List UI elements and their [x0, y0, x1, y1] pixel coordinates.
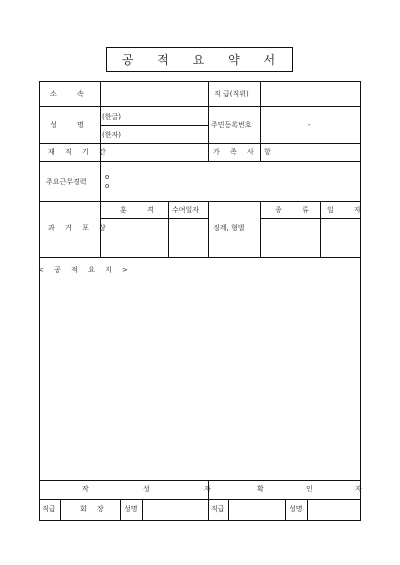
discipline-type-header: 종 류 — [275, 206, 318, 214]
affiliation-label: 소 속 — [50, 90, 93, 98]
row-divider — [40, 499, 360, 500]
resident-number-value: - — [308, 121, 311, 129]
signature-name-label: 성명 — [124, 505, 138, 513]
row-divider — [260, 218, 360, 219]
col-divider — [60, 499, 61, 520]
hangul-label: (한글) — [102, 113, 121, 121]
col-divider — [228, 499, 229, 520]
row-divider — [100, 125, 208, 126]
past-awards-label: 과 거 포 상 — [48, 224, 110, 232]
col-divider — [307, 499, 308, 520]
row-divider — [100, 218, 208, 219]
col-divider — [120, 499, 121, 520]
hanja-label: (한자) — [102, 131, 121, 139]
col-divider — [168, 201, 169, 257]
col-divider — [260, 201, 261, 257]
merit-summary-heading: < 공 적 요 지 > — [38, 266, 132, 274]
col-divider — [285, 499, 286, 520]
career-bullet: o — [105, 173, 110, 181]
career-label: 주요근무경력 — [46, 178, 87, 186]
resident-number-label: 주민등록번호 — [211, 121, 252, 129]
row-divider — [40, 480, 360, 481]
col-divider — [208, 201, 209, 257]
signature-chairman-label: 회 장 — [80, 505, 108, 513]
discipline-label: 징계, 형벌 — [213, 224, 245, 232]
form-table — [38, 81, 382, 521]
award-merit-header: 훈 격 — [120, 206, 163, 214]
confirmer-label: 확 인 자 — [257, 485, 382, 493]
family-label: 가 족 사 항 — [213, 148, 275, 156]
document-title: 공 적 요 약 서 — [106, 47, 293, 72]
row-divider — [40, 106, 360, 107]
row-divider — [40, 257, 360, 258]
signature-rank-label: 직급 — [42, 505, 56, 513]
name-label: 성 명 — [50, 121, 93, 129]
row-divider — [40, 201, 360, 202]
signature-name-label-2: 성명 — [289, 505, 303, 513]
signature-rank-label-2: 직급 — [211, 505, 225, 513]
col-divider — [142, 499, 143, 520]
col-divider — [208, 82, 209, 161]
rank-label: 직 급(직위) — [214, 90, 249, 98]
discipline-date-header: 일 자 — [327, 206, 370, 214]
award-date-header: 수여일자 — [172, 206, 200, 214]
col-divider — [320, 201, 321, 257]
row-divider — [40, 161, 360, 162]
col-divider — [100, 161, 101, 201]
career-bullet: o — [105, 182, 110, 190]
row-divider — [40, 143, 360, 144]
writer-label: 작 성 자 — [82, 485, 237, 493]
tenure-label: 재 직 기 간 — [48, 148, 110, 156]
